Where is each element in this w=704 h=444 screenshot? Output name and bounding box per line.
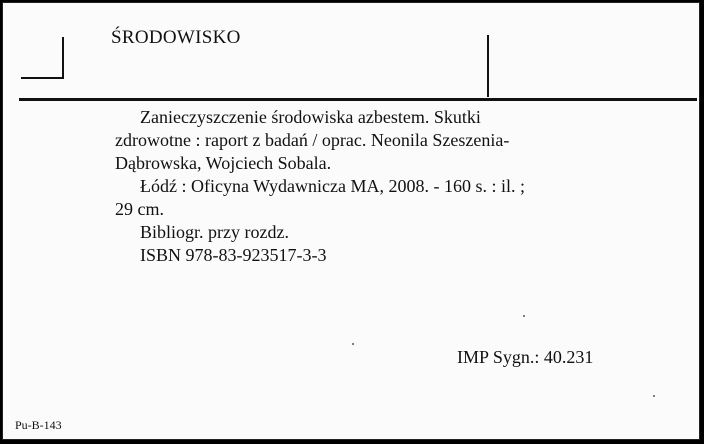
imprint-line-2: 29 cm. [115, 199, 164, 219]
bibliographic-description [115, 106, 675, 267]
title-line-1: Zanieczyszczenie środowiska azbestem. Skutki [140, 107, 481, 127]
speck-mark [352, 343, 354, 345]
subject-heading: ŚRODOWISKO [111, 27, 241, 48]
imprint-line-1: Łódź : Oficyna Wydawnicza MA, 2008. - 160 s. : il. ; [140, 176, 526, 196]
speck-mark [523, 315, 525, 317]
catalog-card [2, 2, 700, 440]
card-code: Pu-B-143 [15, 418, 62, 432]
call-number: IMP Sygn.: 40.231 [457, 347, 594, 367]
corner-mark-horizontal [21, 77, 64, 79]
heading-rule [19, 98, 697, 101]
column-divider-line [487, 35, 489, 97]
isbn-line: ISBN 978-83-923517-3-3 [140, 245, 327, 265]
title-line-2: zdrowotne : raport z badań / oprac. Neonila Szeszenia- [115, 130, 510, 150]
corner-mark-vertical [62, 37, 64, 79]
bibliography-note: Bibliogr. przy rozdz. [140, 222, 289, 242]
speck-mark [653, 395, 655, 397]
title-line-3: Dąbrowska, Wojciech Sobala. [115, 153, 332, 173]
